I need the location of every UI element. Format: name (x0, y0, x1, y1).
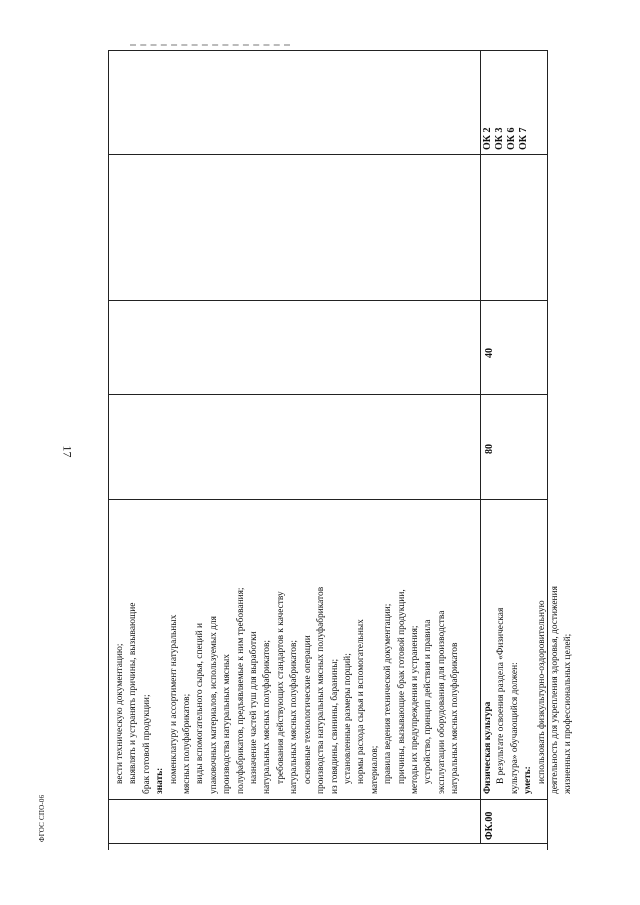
row-title: Физическая культура (483, 701, 493, 794)
col-divider-max (108, 394, 548, 395)
row-code: ФК.00 (484, 811, 495, 840)
text-line: основные технологические операции (302, 635, 313, 784)
text-line: выявлять и устранять причины, вызывающие (128, 602, 139, 784)
text-line-heading: знать: (155, 767, 166, 794)
text-line: мясных полуфабрикатов; (182, 693, 193, 794)
lower-row-text (482, 586, 576, 794)
text-line: установленные размеры порций; (342, 653, 353, 784)
competency-item: ОК 2 (482, 127, 493, 150)
competency-item: ОК 7 (518, 127, 529, 150)
text-line: требования действующих стандартов к качеству (275, 591, 286, 784)
text-line: эксплуатации оборудования для производства (436, 610, 447, 794)
table-border-top (108, 50, 109, 850)
text-line: использовать физкультурно-оздоровительную (536, 600, 547, 784)
text-line: производства натуральных мясных полуфабрикатов (316, 586, 327, 794)
page-number: 17 (60, 445, 75, 458)
text-line: назначение частей туш для выработки (249, 631, 260, 784)
col-divider-code (108, 799, 548, 800)
scan-artifact-dashes (130, 44, 290, 48)
rotated-table (108, 50, 574, 850)
text-line: жизненных и профессиональных целей; (563, 633, 574, 794)
col-divider-class (108, 300, 548, 301)
text-line: номенклатуру и ассортимент натуральных (168, 614, 179, 784)
text-line: виды вспомогательного сырья, специй и (195, 622, 206, 784)
table-border-right (108, 50, 548, 51)
text-line: натуральных мясных полуфабрикатов; (262, 639, 273, 794)
text-line: вести техническую документацию; (115, 643, 125, 784)
competency-list (482, 127, 530, 150)
text-line-heading: уметь: (523, 766, 534, 794)
text-line: натуральных мясных полуфабрикатов (450, 642, 461, 794)
competency-item: ОК 3 (494, 127, 505, 150)
text-line: производства натуральных мясных (222, 654, 233, 794)
competency-item: ОК 6 (506, 127, 517, 150)
text-line: культура» обучающийся должен: (509, 662, 520, 794)
text-line: брак готовой продукции; (141, 694, 152, 794)
text-line: упаковочных материалов, используемых для (208, 616, 219, 794)
text-line: деятельность для укрепления здоровья, достижения (550, 586, 561, 794)
text-line: полуфабрикатов, предъявляемые к ним требования; (235, 587, 246, 794)
table-border-left (108, 843, 548, 844)
upper-block-text (114, 587, 463, 794)
text-line: материалов; (369, 745, 380, 794)
text-line: методы их предупреждения и устранения; (409, 625, 420, 794)
class-hours: 40 (484, 348, 495, 358)
text-line: натуральных мясных полуфабрикатов; (289, 639, 300, 794)
footer-code: ФГОС СПО-06 (38, 794, 46, 842)
text-line: правила ведения технической документации; (383, 603, 394, 784)
col-divider-content (108, 499, 548, 500)
text-line: нормы расхода сырья и вспомогательных (356, 619, 367, 784)
max-hours: 80 (484, 444, 495, 454)
text-line: причины, вызывающие брак готовой продукции, (396, 589, 407, 784)
row-divider (480, 50, 481, 844)
text-line: из говядины, свинины, баранины; (329, 658, 340, 794)
text-line: В результате освоения раздела «Физическая (496, 607, 507, 784)
text-line: устройство, принцип действия и правила (423, 619, 434, 784)
col-divider-disc (108, 154, 548, 155)
